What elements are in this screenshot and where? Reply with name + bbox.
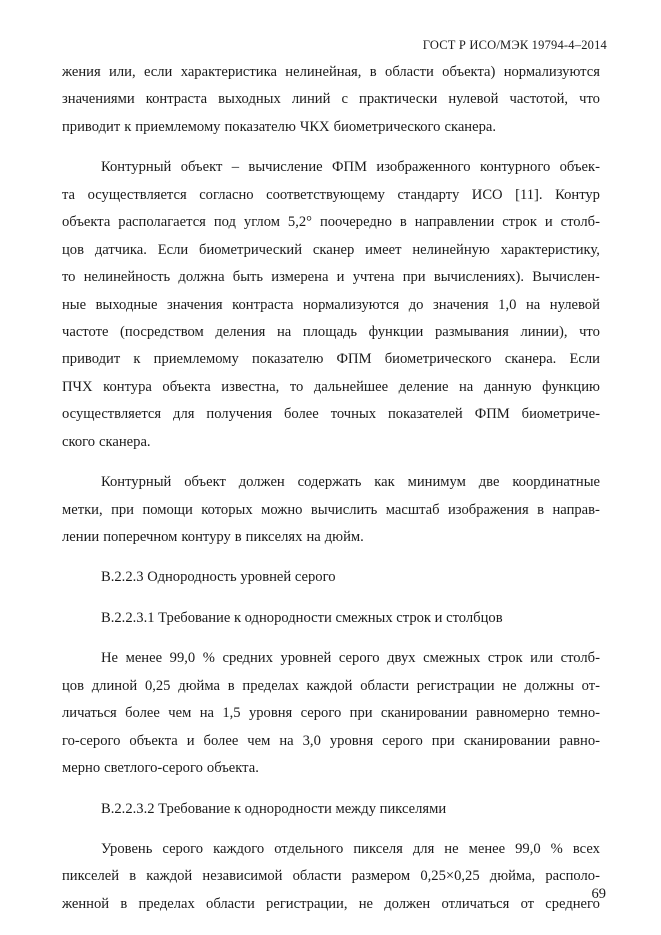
- block-gap: [62, 783, 600, 796]
- text-line: объекта располагается под углом 5,2° поочередно в направлении строк и столб-: [62, 214, 600, 231]
- text-line: личаться более чем на 1,5 уровня серого при сканировании равномерно темно-: [62, 705, 600, 722]
- page-number: 69: [591, 886, 606, 902]
- text-line: жения или, если характеристика нелинейная, в области объекта) нормализуются: [62, 64, 600, 80]
- document-header: ГОСТ Р ИСО/МЭК 19794-4–2014: [422, 38, 607, 52]
- text-line: частоте (посредством деления на площадь функции размывания линии), что: [62, 323, 600, 340]
- document-body: [62, 59, 600, 918]
- text-line: метки, при помощи которых можно вычислить масштаб изображения в направ-: [62, 501, 600, 518]
- block-gap: [62, 823, 600, 836]
- text-line: ные выходные значения контраста нормализуются до значения 1,0 на нулевой: [62, 296, 600, 313]
- text-line: приводит к приемлемому показателю ФПМ биометрического сканера. Если: [62, 351, 600, 368]
- paragraph: [62, 836, 600, 918]
- block-gap: [62, 592, 600, 605]
- text-line: Контурный объект должен содержать как минимум две координатные: [101, 474, 600, 491]
- text-line: лении поперечном контуру в пикселях на дюйм.: [62, 529, 364, 545]
- paragraph: [62, 59, 600, 141]
- text-line: Уровень серого каждого отдельного пикселя для не менее 99,0 % всех: [101, 840, 600, 857]
- text-line: ского сканера.: [62, 433, 151, 450]
- text-line: цов длиной 0,25 дюйма в пределах каждой области регистрации не должны от-: [62, 677, 600, 694]
- block-gap: [62, 141, 600, 154]
- text-line: та осуществляется согласно соответствующему стандарту ИСО [11]. Контур: [62, 186, 600, 203]
- text-line: женной в пределах области регистрации, не должен отличаться от среднего: [62, 895, 600, 912]
- text-line: ПЧХ контура объекта известна, то дальнейшее деление на данную функцию: [62, 378, 600, 395]
- text-line: Не менее 99,0 % средних уровней серого двух смежных строк или столб-: [101, 650, 600, 667]
- text-line: то нелинейность должна быть измерена и учтена при вычислениях). Вычислен-: [62, 269, 600, 286]
- text-line: приводит к приемлемому показателю ЧКХ биометрического сканера.: [62, 118, 497, 135]
- text-line: осуществляется для получения более точных показателей ФПМ биометриче-: [62, 406, 600, 423]
- paragraph: [62, 645, 600, 782]
- section-heading: B.2.2.3.2 Требование к однородности между пикселями: [101, 800, 447, 817]
- text-line: го-серого объекта и более чем на 3,0 уровня серого при сканировании равно-: [62, 732, 600, 749]
- section-heading: B.2.2.3 Однородность уровней серого: [101, 569, 336, 586]
- text-line: значениями контраста выходных линий с практически нулевой частотой, что: [62, 91, 600, 108]
- text-line: Контурный объект – вычисление ФПМ изображенного контурного объек-: [101, 159, 600, 176]
- text-line: пикселей в каждой независимой области размером 0,25×0,25 дюйма, располо-: [62, 868, 600, 885]
- section-heading: B.2.2.3.1 Требование к однородности смежных строк и столбцов: [101, 609, 503, 626]
- text-line: мерно светлого-серого объекта.: [62, 760, 259, 777]
- block-gap: [62, 551, 600, 564]
- text-line: цов датчика. Если биометрический сканер имеет нелинейную характеристику,: [62, 241, 600, 258]
- paragraph: [62, 469, 600, 551]
- block-gap: [62, 632, 600, 645]
- block-gap: [62, 456, 600, 469]
- paragraph: [62, 154, 600, 456]
